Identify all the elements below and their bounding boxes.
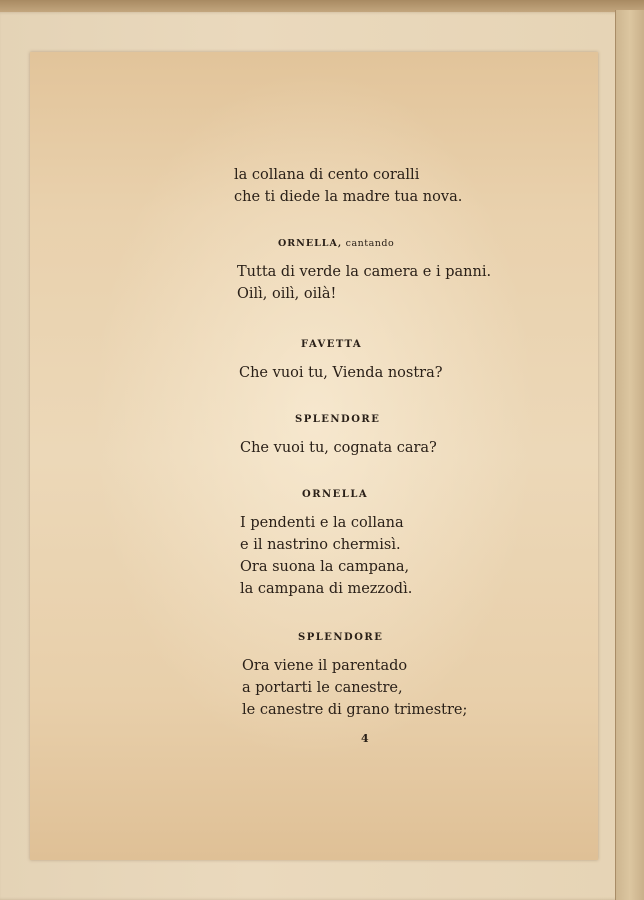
page <box>30 52 598 860</box>
verse-line: a portarti le canestre, <box>242 680 403 696</box>
stage-direction: cantando <box>345 238 395 249</box>
speaker-heading: SPLENDORE <box>295 414 381 425</box>
verse-line: I pendenti e la collana <box>240 515 404 531</box>
verse-line: Ora suona la campana, <box>240 559 410 575</box>
verse-line: la collana di cento coralli <box>234 167 420 183</box>
verse-line: Ora viene il parentado <box>242 658 408 674</box>
right-sheet-edge <box>615 10 644 900</box>
speaker-heading: SPLENDORE <box>298 632 384 643</box>
verse-line: le canestre di grano trimestre; <box>242 702 468 718</box>
speaker-heading <box>278 238 394 249</box>
verse-line: che ti diede la madre tua nova. <box>234 189 463 205</box>
verse-line: Che vuoi tu, cognata cara? <box>240 440 437 456</box>
verse-line: Oilì, oilì, oilà! <box>237 286 337 302</box>
verse-line: e il nastrino chermisì. <box>240 537 401 553</box>
verse-line: la campana di mezzodì. <box>240 581 413 597</box>
speaker-name: ORNELLA, <box>278 238 343 249</box>
verse-line: Che vuoi tu, Vienda nostra? <box>239 365 443 381</box>
speaker-heading: FAVETTA <box>301 339 363 350</box>
page-number: 4 <box>361 732 369 745</box>
speaker-heading: ORNELLA <box>302 489 369 500</box>
verse-line: Tutta di verde la camera e i panni. <box>237 264 492 280</box>
